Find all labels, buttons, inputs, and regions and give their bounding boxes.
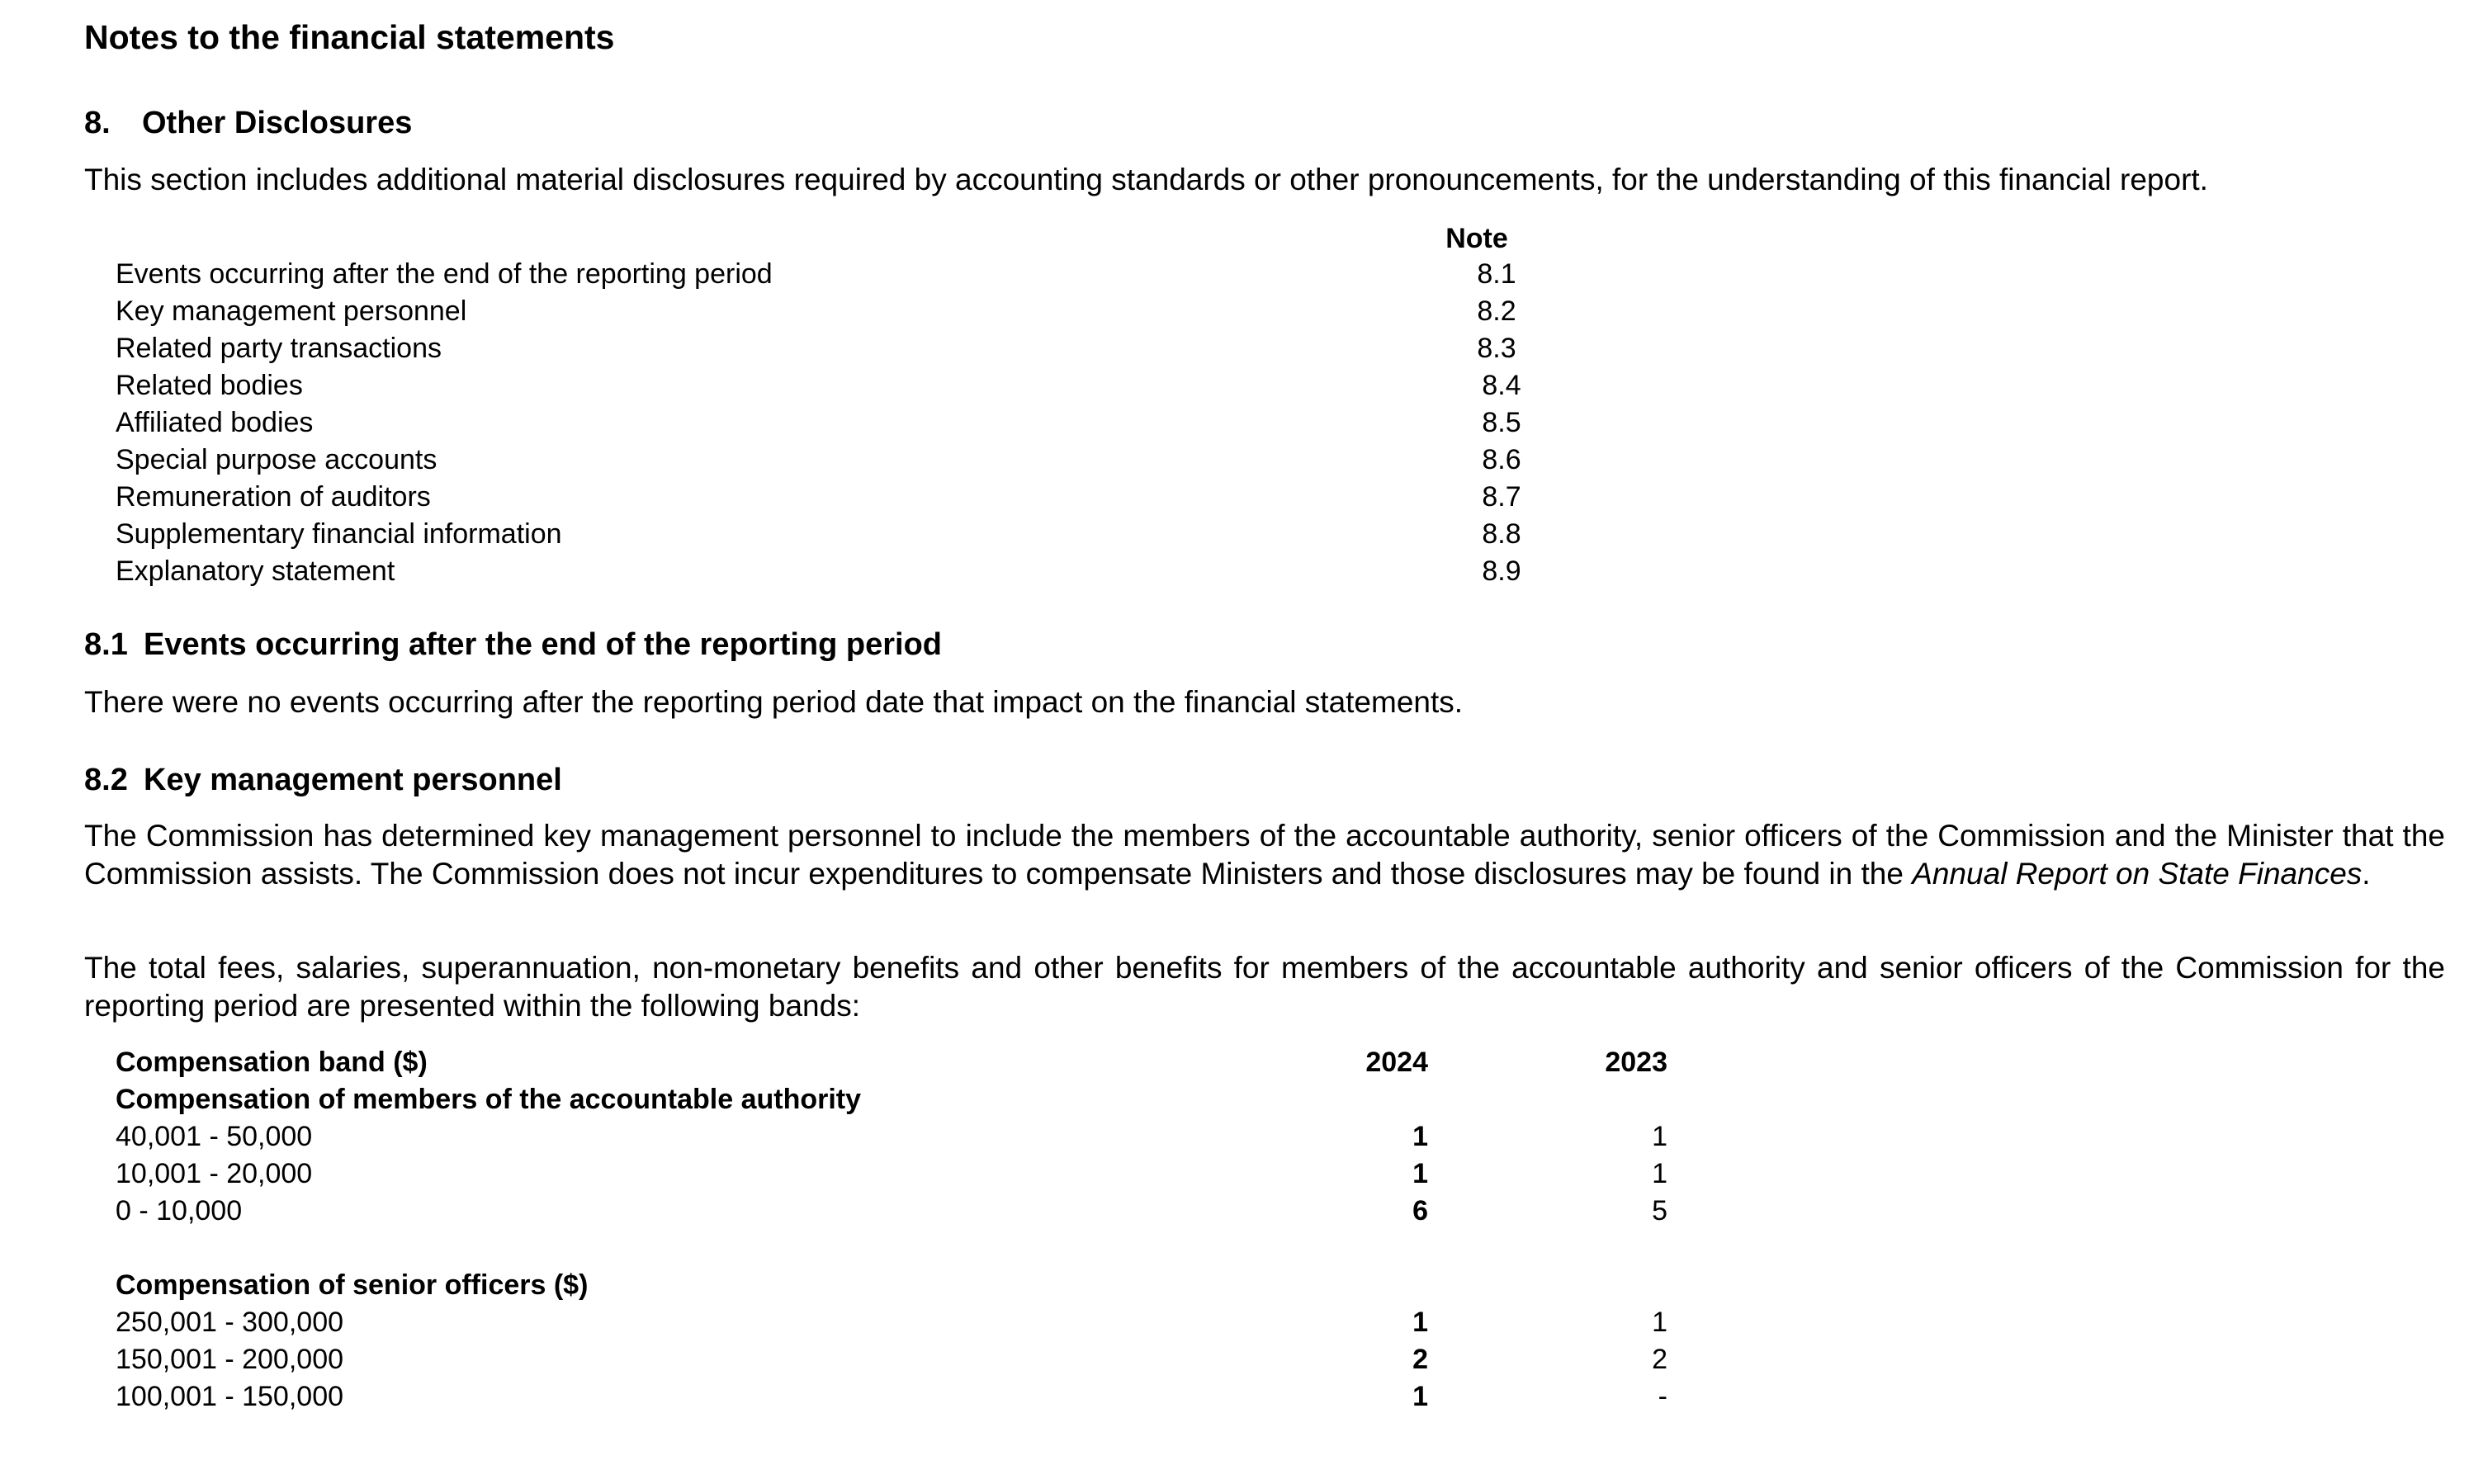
toc-label: Special purpose accounts [116,444,438,475]
annual-report-title: Annual Report on State Finances [1912,857,2363,891]
table-row [116,1344,1667,1380]
toc-label: Related party transactions [116,333,442,364]
toc-row [116,444,1519,480]
value-2023: 1 [1652,1158,1667,1189]
toc-row [116,333,1519,369]
table-row [116,1195,1667,1231]
band-label: 10,001 - 20,000 [116,1158,313,1189]
band-label: 0 - 10,000 [116,1195,243,1226]
value-2024: 1 [1412,1121,1428,1152]
section-8-1-heading: Events occurring after the end of the reporting period [144,627,942,662]
section-8-1-text: There were no events occurring after the reporting period date that impact on the financial statements. [84,685,1464,719]
toc-label: Events occurring after the end of the reporting period [116,258,773,290]
page-title: Notes to the financial statements [84,18,615,56]
band-label: 250,001 - 300,000 [116,1307,344,1338]
toc-row [116,295,1519,332]
year-2024-header: 2024 [1365,1047,1428,1078]
toc-note: 8.8 [1482,518,1521,550]
toc-note: 8.3 [1477,333,1516,364]
value-2024: 1 [1412,1307,1428,1338]
toc-note: 8.6 [1482,444,1521,475]
compensation-band-header: Compensation band ($) [116,1047,428,1078]
toc-row [116,518,1519,555]
value-2023: 1 [1652,1307,1667,1338]
section-8-2-number: 8.2 [84,763,128,797]
table-row [116,1121,1667,1157]
section-8-2-paragraph-1 [84,817,2445,893]
toc-row [116,481,1519,518]
paragraph-1-main: The Commission has determined key management personnel to include the members of the accountable authority, senior officers of the Commission and the Minister that the Commission assists. The Commission does not incur expenditures to compensate Ministers and those disclosures may be found in the [84,819,2445,891]
band-label: 100,001 - 150,000 [116,1381,344,1412]
toc-row [116,258,1519,295]
value-2023: 2 [1652,1344,1667,1375]
toc-row [116,407,1519,443]
paragraph-1-end: . [2362,857,2371,891]
toc-note: 8.4 [1482,370,1521,401]
toc-note: 8.5 [1482,407,1521,438]
toc-label: Remuneration of auditors [116,481,431,513]
toc-note: 8.9 [1482,555,1521,587]
toc-note: 8.2 [1477,295,1516,327]
value-2023: 5 [1652,1195,1667,1226]
value-2024: 2 [1412,1344,1428,1375]
compensation-table-header [116,1047,1667,1083]
table-row [116,1307,1667,1343]
toc-label: Supplementary financial information [116,518,562,550]
group-1-title: Compensation of members of the accountable authority [116,1084,862,1115]
toc-row [116,555,1519,592]
section-8-2-paragraph-2: The total fees, salaries, superannuation, non-monetary benefits and other benefits for members of the accountable authority and senior officers of the Commission for the reporting period are presented within the following bands: [84,951,2445,1023]
toc-row [116,370,1519,406]
toc-label: Affiliated bodies [116,407,314,438]
toc-label: Key management personnel [116,295,467,327]
table-row [116,1158,1667,1194]
value-2024: 1 [1412,1158,1428,1189]
band-label: 40,001 - 50,000 [116,1121,313,1152]
value-2023: - [1658,1381,1667,1412]
value-2024: 1 [1412,1381,1428,1412]
section-8-heading: Other Disclosures [142,106,413,140]
toc-note: 8.1 [1477,258,1516,290]
note-column-header: Note [1445,223,1508,254]
group-2-title: Compensation of senior officers ($) [116,1269,589,1301]
table-row [116,1381,1667,1417]
value-2024: 6 [1412,1195,1428,1226]
section-8-intro: This section includes additional material disclosures required by accounting standards or other pronouncements, for the understanding of this financial report. [84,163,2208,196]
year-2023-header: 2023 [1605,1047,1667,1078]
value-2023: 1 [1652,1121,1667,1152]
band-label: 150,001 - 200,000 [116,1344,344,1375]
toc-label: Explanatory statement [116,555,395,587]
section-8-number: 8. [84,106,111,140]
toc-label: Related bodies [116,370,303,401]
toc-note: 8.7 [1482,481,1521,513]
section-8-1-number: 8.1 [84,627,128,662]
section-8-2-heading: Key management personnel [144,763,562,797]
